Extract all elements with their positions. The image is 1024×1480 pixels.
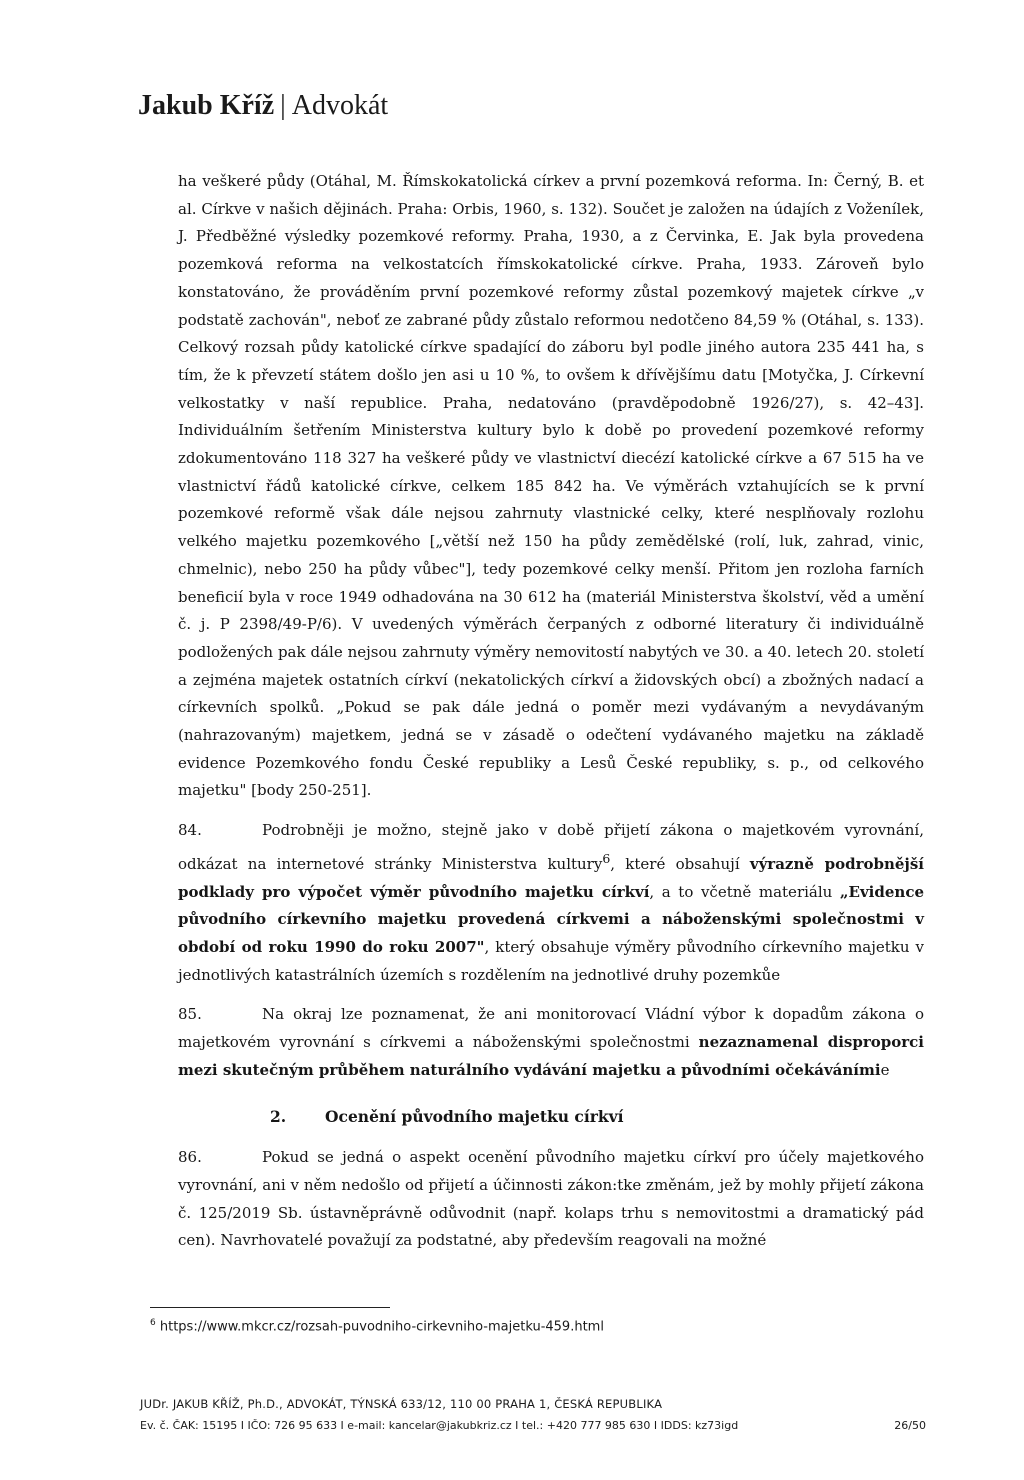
paragraph-text: Na okraj lze poznamenat, že ani monitorovací Vládní výbor k dopadům zákona o majetkovém vyrovnání s církvemi a náboženskými společnostmi [178, 1005, 924, 1052]
paragraph-text: Podrobněji je možno, stejně jako v době přijetí zákona o majetkovém vyrovnání, odkázat na internetové stránky Ministerstva kultury [178, 821, 924, 873]
paragraph-text: , a to včetně materiálu [649, 882, 840, 901]
footer-address: JUDr. JAKUB KŘÍŽ, Ph.D., ADVOKÁT, TÝNSKÁ 633/12, 110 00 PRAHA 1, ČESKÁ REPUBLIKA [140, 1397, 663, 1411]
footnote-link: https://www.mkcr.cz/rozsah-puvodniho-cirkevniho-majetku-459.html [155, 1319, 604, 1335]
paragraph-number: 85. [178, 1005, 202, 1024]
footnote-reference: 6 [602, 850, 611, 866]
paragraph-text: Pokud se jedná o aspekt ocenění původního majetku církví pro účely majetkového vyrovnání, ani v něm nedošlo od přijetí a účinnosti zákon:tke změnám, jež by mohly přijetí zákona č. 125/2019 Sb. ústavněprávně odůvodnit (např. kolaps trhu s nemovitostmi a dramatický pád cen). Navrhovatelé považují za podstatné, aby především reagovali na možné [178, 1148, 924, 1250]
continuation-paragraph: ha veškeré půdy (Otáhal, M. Římskokatolická církev a první pozemková reforma. In: Černý, B. et al. Církve v našich dějinách. Praha: Orbis, 1960, s. 132). Součet je založen na údajích z Voženílek, J. Předběžné výsledky pozemkové reformy. Praha, 1930, a z Červinka, E. Jak byla provedena pozemková reforma na velkostatcích římskokatolické církve. Praha, 1933. Zároveň bylo konstatováno, že prováděním první pozemkové reformy zůstal pozemkový majetek církve „v podstatě zachován", neboť ze zabrané půdy zůstalo reformou nedotčeno 84,59 % (Otáhal, s. 133). Celkový rozsah půdy katolické církve spadající do záboru byl podle jiného autora 235 441 ha, s tím, že k převzetí státem došlo jen asi u 10 %, to ovšem k dřívějšímu datu [Motyčka, J. Církevní velkostatky v naší republice. Praha, nedatováno (pravděpodobně 1926/27), s. 42–43]. Individuálním šetřením Ministerstva kultury bylo k době po provedení pozemkové reformy zdokumentováno 118 327 ha veškeré půdy ve vlastnictví diecézí katolické církve a 67 515 ha ve vlastnictví řádů katolické církve, celkem 185 842 ha. Ve výměrách vztahujících se k první pozemkové reformě však dále nejsou zahrnuty vlastnické celky, které nesplňovaly rozlohu velkého majetku pozemkového [„větší než 150 ha půdy zemědělské (rolí, luk, zahrad, vinic, chmelnic), nebo 250 ha půdy vůbec"], tedy pozemkové celky menší. Přitom jen rozloha farních beneficií byla v roce 1949 odhadována na 30 612 ha (materiál Ministerstva školství, věd a umění č. j. P 2398/49-P/6). V uvedených výměrách čerpaných z odborné literatury či individuálně podložených pak dále nejsou zahrnuty výměry nemovitostí nabytých ve 30. a 40. letech 20. století a zejména majetek ostatních církví (nekatolických církví a židovských obcí) a zbožných nadací a církevních spolků. „Pokud se pak dále jedná o poměr mezi vydávaným a nevydávaným (nahrazovaným) majetkem, jedná se v zásadě o odečtení vydávaného majetku na základě evidence Pozemkového fondu České republiky a Lesů České republiky, s. p., od celkového majetku" [body 250-251]. [178, 172, 924, 800]
bold-text: výrazně podrobnější podklady pro výpočet výměr původního majetku církví [178, 854, 924, 901]
bold-text: „Evidence původního církevního majetku provedená církvemi a náboženskými společnostmi v období od roku 1990 do roku 2007" [178, 882, 924, 956]
section-number: 2. [270, 1106, 287, 1126]
firm-title: Advokát [291, 90, 389, 121]
document-body [178, 168, 924, 1255]
footnote [150, 1318, 604, 1334]
header-separator: | [280, 90, 286, 121]
section-heading [178, 1103, 924, 1131]
paragraph-text: , které obsahují [610, 854, 750, 873]
bold-text: nezaznamenal disproporci mezi skutečným průběhem naturálního vydávání majetku a původními očekáváními [178, 1033, 924, 1079]
paragraph-number: 86. [178, 1148, 202, 1167]
footer-contact [140, 1419, 926, 1432]
paragraph-text: , který obsahuje výměry původního církevního majetku v jednotlivých katastrálních územích s rozdělením na jednotlivé druhy pozemkůe [178, 937, 925, 984]
footer-contact-details: Ev. č. ČAK: 15195 I IČO: 726 95 633 I e-mail: kancelar@jakubkriz.cz I tel.: +420 777 985 630 I IDDS: kz73igd [140, 1419, 739, 1432]
footnote-mark: 6 [150, 1318, 156, 1328]
paragraph-number: 84. [178, 821, 202, 840]
paragraph-86 [178, 1144, 924, 1255]
page-number: 26/50 [894, 1419, 926, 1432]
paragraph-text: e [880, 1060, 890, 1079]
letterhead [138, 90, 388, 122]
paragraph-85 [178, 1001, 924, 1084]
section-title: Ocenění původního majetku církví [325, 1106, 624, 1126]
firm-name: Jakub Kříž [138, 90, 275, 121]
footnote-divider [150, 1307, 390, 1308]
paragraph-84 [178, 817, 924, 989]
